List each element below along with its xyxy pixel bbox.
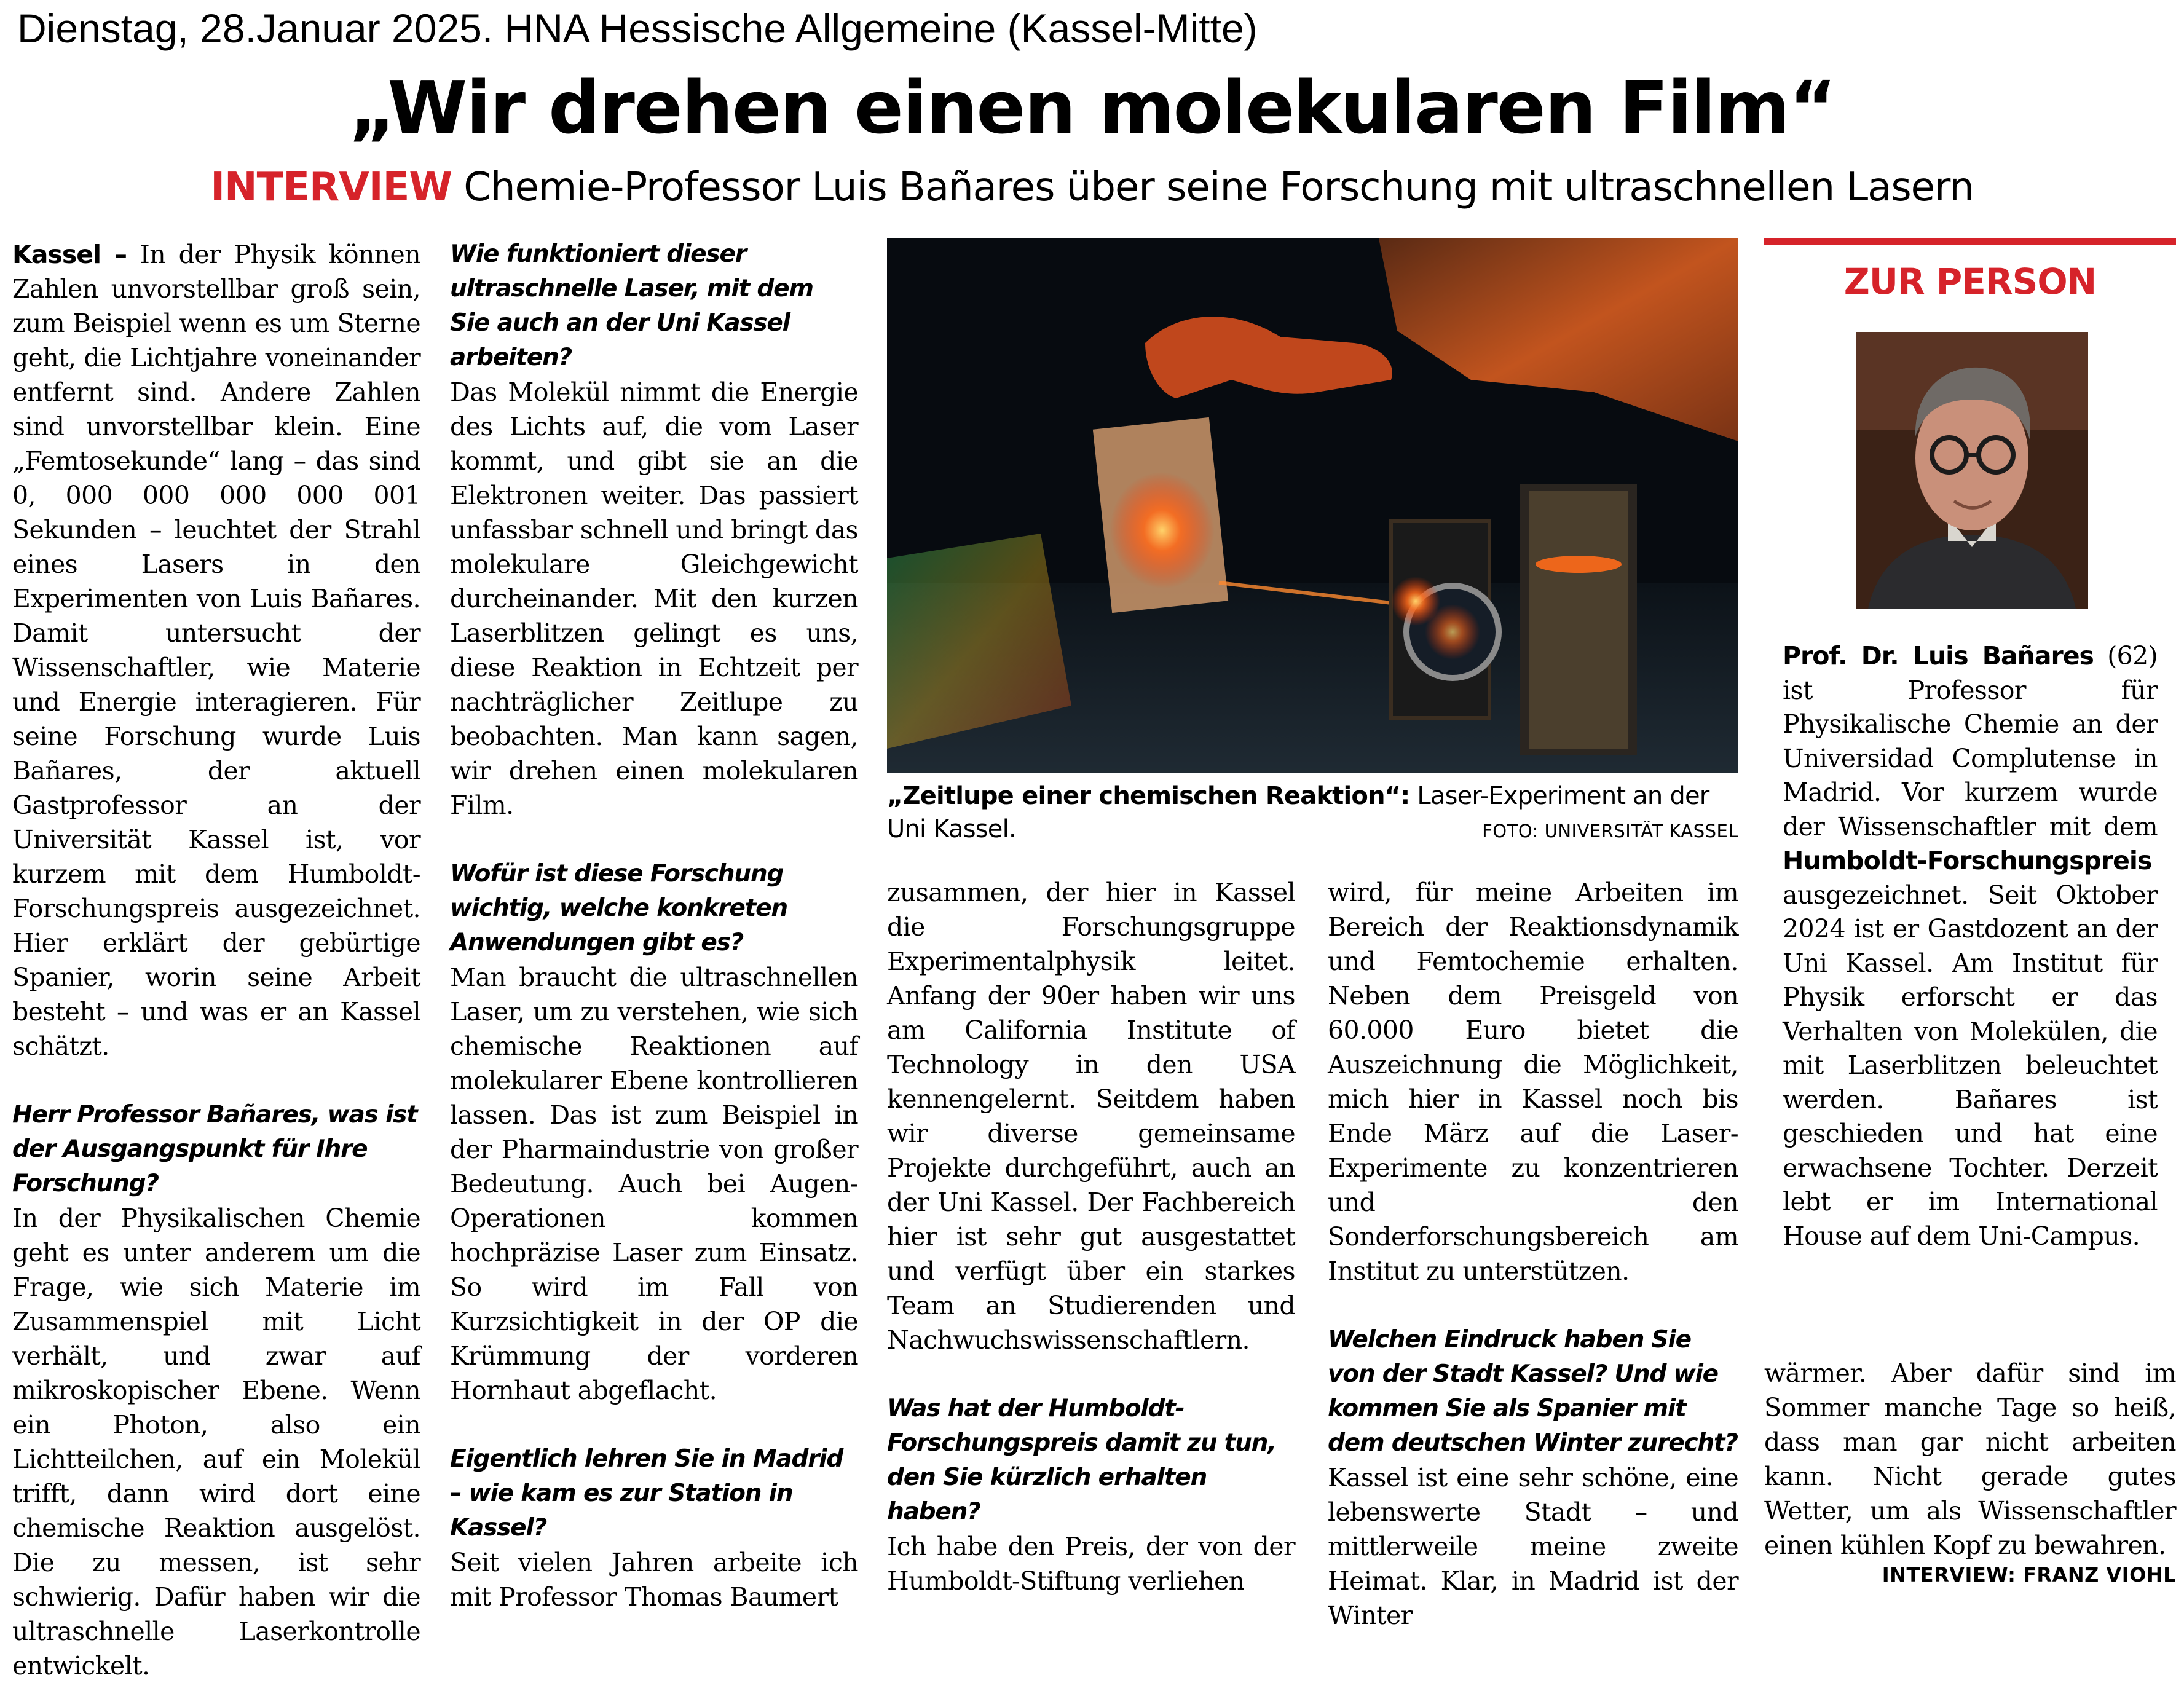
- article-column-4: [1328, 875, 1738, 1633]
- caption-text: Laser-Experiment an der Uni Kassel.: [887, 782, 1709, 843]
- person-bio-text: (62) ist Professor für Physikalische Chemie an der Universidad Complutense in Madrid. Vor kurzem wurde der Wissenschaftler mit dem: [1783, 641, 2158, 842]
- caption-title: „Zeitlupe einer chemischen Reaktion“:: [887, 782, 1410, 810]
- question-1: Herr Professor Bañares, was ist der Ausgangspunkt für Ihre Forschung?: [12, 1101, 417, 1197]
- answer-4: Seit vielen Jahren arbeite ich mit Professor Thomas Baumert: [450, 1548, 858, 1612]
- dateline: Dienstag, 28.Januar 2025. HNA Hessische Allgemeine (Kassel-Mitte): [17, 6, 1258, 51]
- interview-signature: INTERVIEW: FRANZ VIOHL: [1882, 1563, 2176, 1586]
- question-3: Wofür ist diese Forschung wichtig, welche konkreten Anwendungen gibt es?: [450, 860, 787, 956]
- subheadline: [0, 161, 2184, 214]
- answer-5: Ich habe den Preis, der von der Humboldt-Stiftung verliehen: [887, 1532, 1295, 1596]
- prize-name: Humboldt-Forschungspreis: [1783, 846, 2152, 875]
- person-bio: [1783, 639, 2158, 1253]
- question-5: Was hat der Humboldt-Forschungspreis damit zu tun, den Sie kürzlich erhalten haben?: [887, 1395, 1276, 1526]
- interview-kicker: INTERVIEW: [210, 165, 452, 210]
- answer-1: In der Physikalischen Chemie geht es unter anderem um die Frage, wie sich Materie im Zusammenspiel mit Licht verhält, und zwar auf mikroskopischer Ebene. Wenn ein Photon, also ein Lichtteilchen, auf ein Molekül trifft, dann wird dort eine chemische Reaktion ausgelöst. Die zu messen, ist sehr schwierig. Dafür haben wir die ultraschnelle Laserkontrolle entwickelt.: [12, 1204, 420, 1681]
- question-6: Welchen Eindruck haben Sie von der Stadt Kassel? Und wie kommen Sie als Spanier mit dem deutschen Winter zurecht?: [1328, 1326, 1738, 1457]
- article-column-5-end: [1764, 1356, 2176, 1563]
- photo-credit: FOTO: UNIVERSITÄT KASSEL: [1482, 821, 1738, 842]
- question-4: Eigentlich lehren Sie in Madrid – wie kam es zur Station in Kassel?: [450, 1445, 843, 1542]
- answer-5-continued: wird, für meine Arbeiten im Bereich der Reaktionsdynamik und Femtochemie erhalten. Neben dem Preisgeld von 60.000 Euro bietet die Auszeichnung die Möglichkeit, mich hier in Kassel noch bis Ende März auf die Laser-Experimente zu konzentrieren und den Sonderforschungsbereich am Institut zu unterstützen.: [1328, 878, 1738, 1286]
- answer-6: Kassel ist eine sehr schöne, eine lebenswerte Stadt – und mittlerweile meine zweite Heimat. Klar, in Madrid ist der Winter: [1328, 1463, 1738, 1630]
- answer-3: Man braucht die ultraschnellen Laser, um zu verstehen, wie sich chemische Reaktionen auf molekularer Ebene kontrollieren lassen. Das ist zum Beispiel in der Pharmaindustrie von großer Bedeutung. Auch bei Augen-Operationen kommen hochpräzise Laser zum Einsatz. So wird im Fall von Kurzsichtigkeit in der OP die Krümmung der vorderen Hornhaut abgeflacht.: [450, 963, 858, 1405]
- article-column-1: [12, 237, 420, 1683]
- person-box-rule: [1764, 238, 2176, 245]
- person-bio-rest: ausgezeichnet. Seit Oktober 2024 ist er Gastdozent an der Uni Kassel. Am Institut für Physik erforscht er das Verhalten von Molekülen, die mit Laserblitzen beleuchtet werden. Bañares ist geschieden und hat eine erwachsene Tochter. Derzeit lebt er im International House auf dem Uni-Campus.: [1783, 880, 2158, 1251]
- subheadline-text: Chemie-Professor Luis Bañares über seine Forschung mit ultraschnellen Lasern: [463, 165, 1974, 210]
- article-column-2: [450, 237, 858, 1614]
- answer-6-continued: wärmer. Aber dafür sind im Sommer manche Tage so heiß, dass man gar nicht arbeiten kann. Nicht gerade gutes Wetter, um als Wissenschaftler einen kühlen Kopf zu bewahren.: [1764, 1358, 2176, 1560]
- person-box-title: ZUR PERSON: [1843, 261, 2097, 302]
- headline: „Wir drehen einen molekularen Film“: [349, 65, 1835, 150]
- answer-2: Das Molekül nimmt die Energie des Lichts auf, die vom Laser kommt, und gibt sie an die Elektronen weiter. Das passiert unfassbar schnell und bringt das molekulare Gleichgewicht durcheinander. Mit den kurzen Laserblitzen gelingt es uns, diese Reaktion in Echtzeit per nachträglicher Zeitlupe zu beobachten. Man kann sagen, wir drehen einen molekularen Film.: [450, 377, 858, 820]
- article-column-3: [887, 875, 1295, 1598]
- portrait-photo: [1856, 332, 2088, 609]
- answer-4-continued: zusammen, der hier in Kassel die Forschungsgruppe Experimentalphysik leitet. Anfang der 90er haben wir uns am California Institute of Technology in den USA kennengelernt. Seitdem haben wir diverse gemeinsame Projekte durchgeführt, auch an der Uni Kassel. Der Fachbereich hier ist sehr gut ausgestattet und verfügt über ein starkes Team an Studierenden und Nachwuchswissenschaftlern.: [887, 878, 1295, 1355]
- intro-paragraph: [12, 237, 420, 1063]
- person-name: Prof. Dr. Luis Bañares: [1783, 641, 2094, 671]
- question-2: Wie funktioniert dieser ultraschnelle Laser, mit dem Sie auch an der Uni Kassel arbeiten?: [450, 240, 813, 371]
- intro-text: In der Physik können Zahlen unvorstellbar groß sein, zum Beispiel wenn es um Sterne geht, die Lichtjahre voneinander entfernt sind. Andere Zahlen sind unvorstellbar klein. Eine „Femtosekunde“ lang – das sind 0, 000 000 000 000 001 Sekunden – leuchtet der Strahl eines Lasers in den Experimenten von Luis Bañares. Damit untersucht der Wissenschaftler, wie Materie und Energie interagieren. Für seine Forschung wurde Luis Bañares, der aktuell Gastprofessor an der Universität Kassel ist, vor kurzem mit dem Humboldt-Forschungspreis ausgezeichnet. Hier erklärt der gebürtige Spanier, worin seine Arbeit besteht – und was er an Kassel schätzt.: [12, 240, 420, 1061]
- place-lead: Kassel –: [12, 240, 127, 269]
- laser-experiment-photo: [887, 238, 1738, 773]
